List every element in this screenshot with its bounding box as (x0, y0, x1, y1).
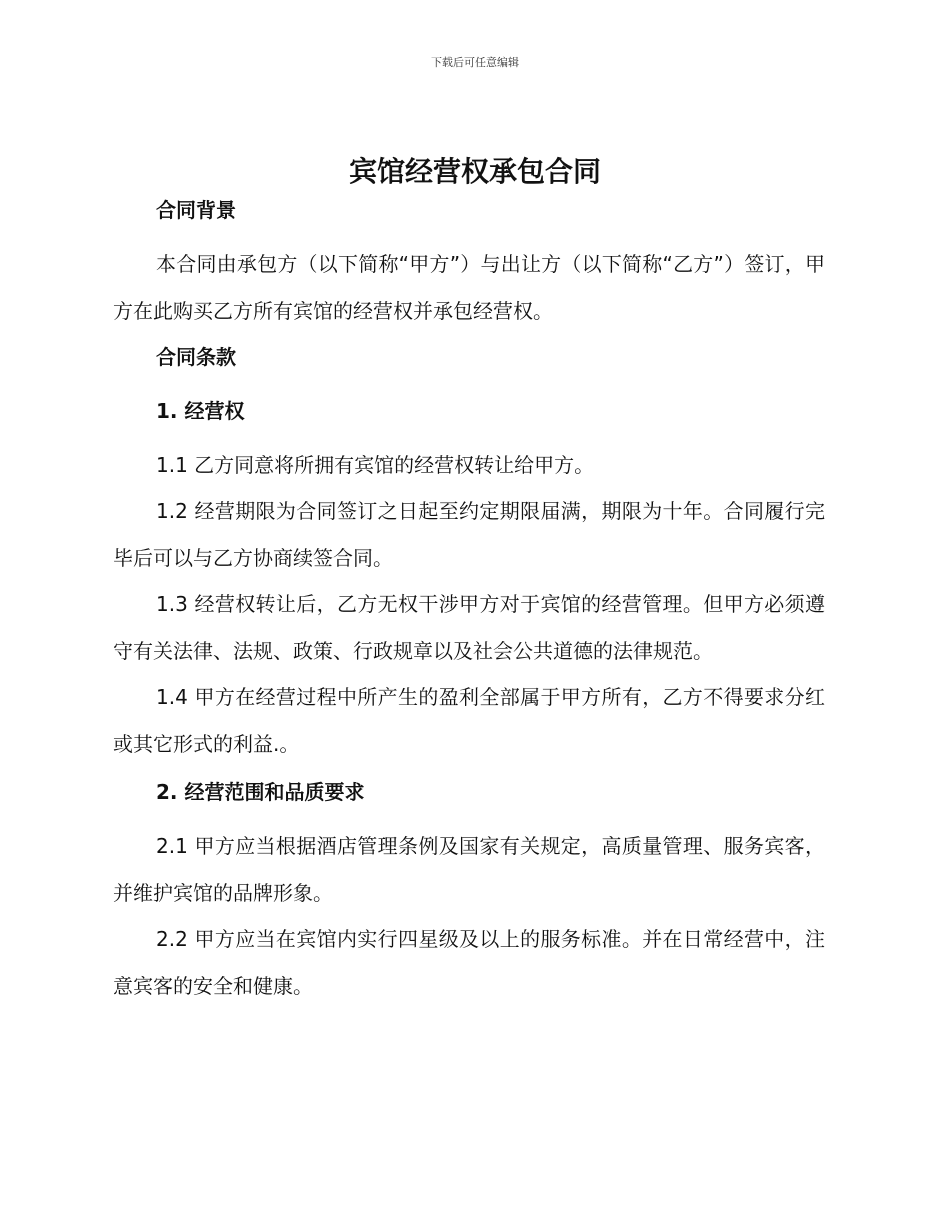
clause-1-1: 1.1 乙方同意将所拥有宾馆的经营权转让给甲方。 (156, 453, 595, 477)
document-title: 宾馆经营权承包合同 (348, 155, 601, 188)
clause-2-2: 2.2 甲方应当在宾馆内实行四星级及以上的服务标准。并在日常经营中，注意宾客的安全和健康。 (113, 927, 825, 998)
section-heading-operating-rights: 1. 经营权 (156, 399, 245, 423)
document-body (113, 194, 825, 1016)
section-heading-background: 合同背景 (156, 198, 236, 222)
clause-2-1: 2.1 甲方应当根据酒店管理条例及国家有关规定，高质量管理、服务宾客，并维护宾馆的品牌形象。 (113, 834, 825, 905)
background-paragraph: 本合同由承包方（以下简称“甲方”）与出让方（以下简称“乙方”）签订，甲方在此购买乙方所有宾馆的经营权并承包经营权。 (113, 252, 825, 323)
clause-1-2: 1.2 经营期限为合同签订之日起至约定期限届满，期限为十年。合同履行完毕后可以与乙方协商续签合同。 (113, 499, 825, 570)
section-heading-scope-quality: 2. 经营范围和品质要求 (156, 780, 365, 804)
section-heading-terms: 合同条款 (156, 345, 236, 369)
page-header-note: 下载后可任意编辑 (431, 56, 519, 69)
clause-1-3: 1.3 经营权转让后，乙方无权干涉甲方对于宾馆的经营管理。但甲方必须遵守有关法律、法规、政策、行政规章以及社会公共道德的法律规范。 (113, 592, 825, 663)
clause-1-4: 1.4 甲方在经营过程中所产生的盈利全部属于甲方所有，乙方不得要求分红或其它形式的利益.。 (113, 685, 825, 756)
